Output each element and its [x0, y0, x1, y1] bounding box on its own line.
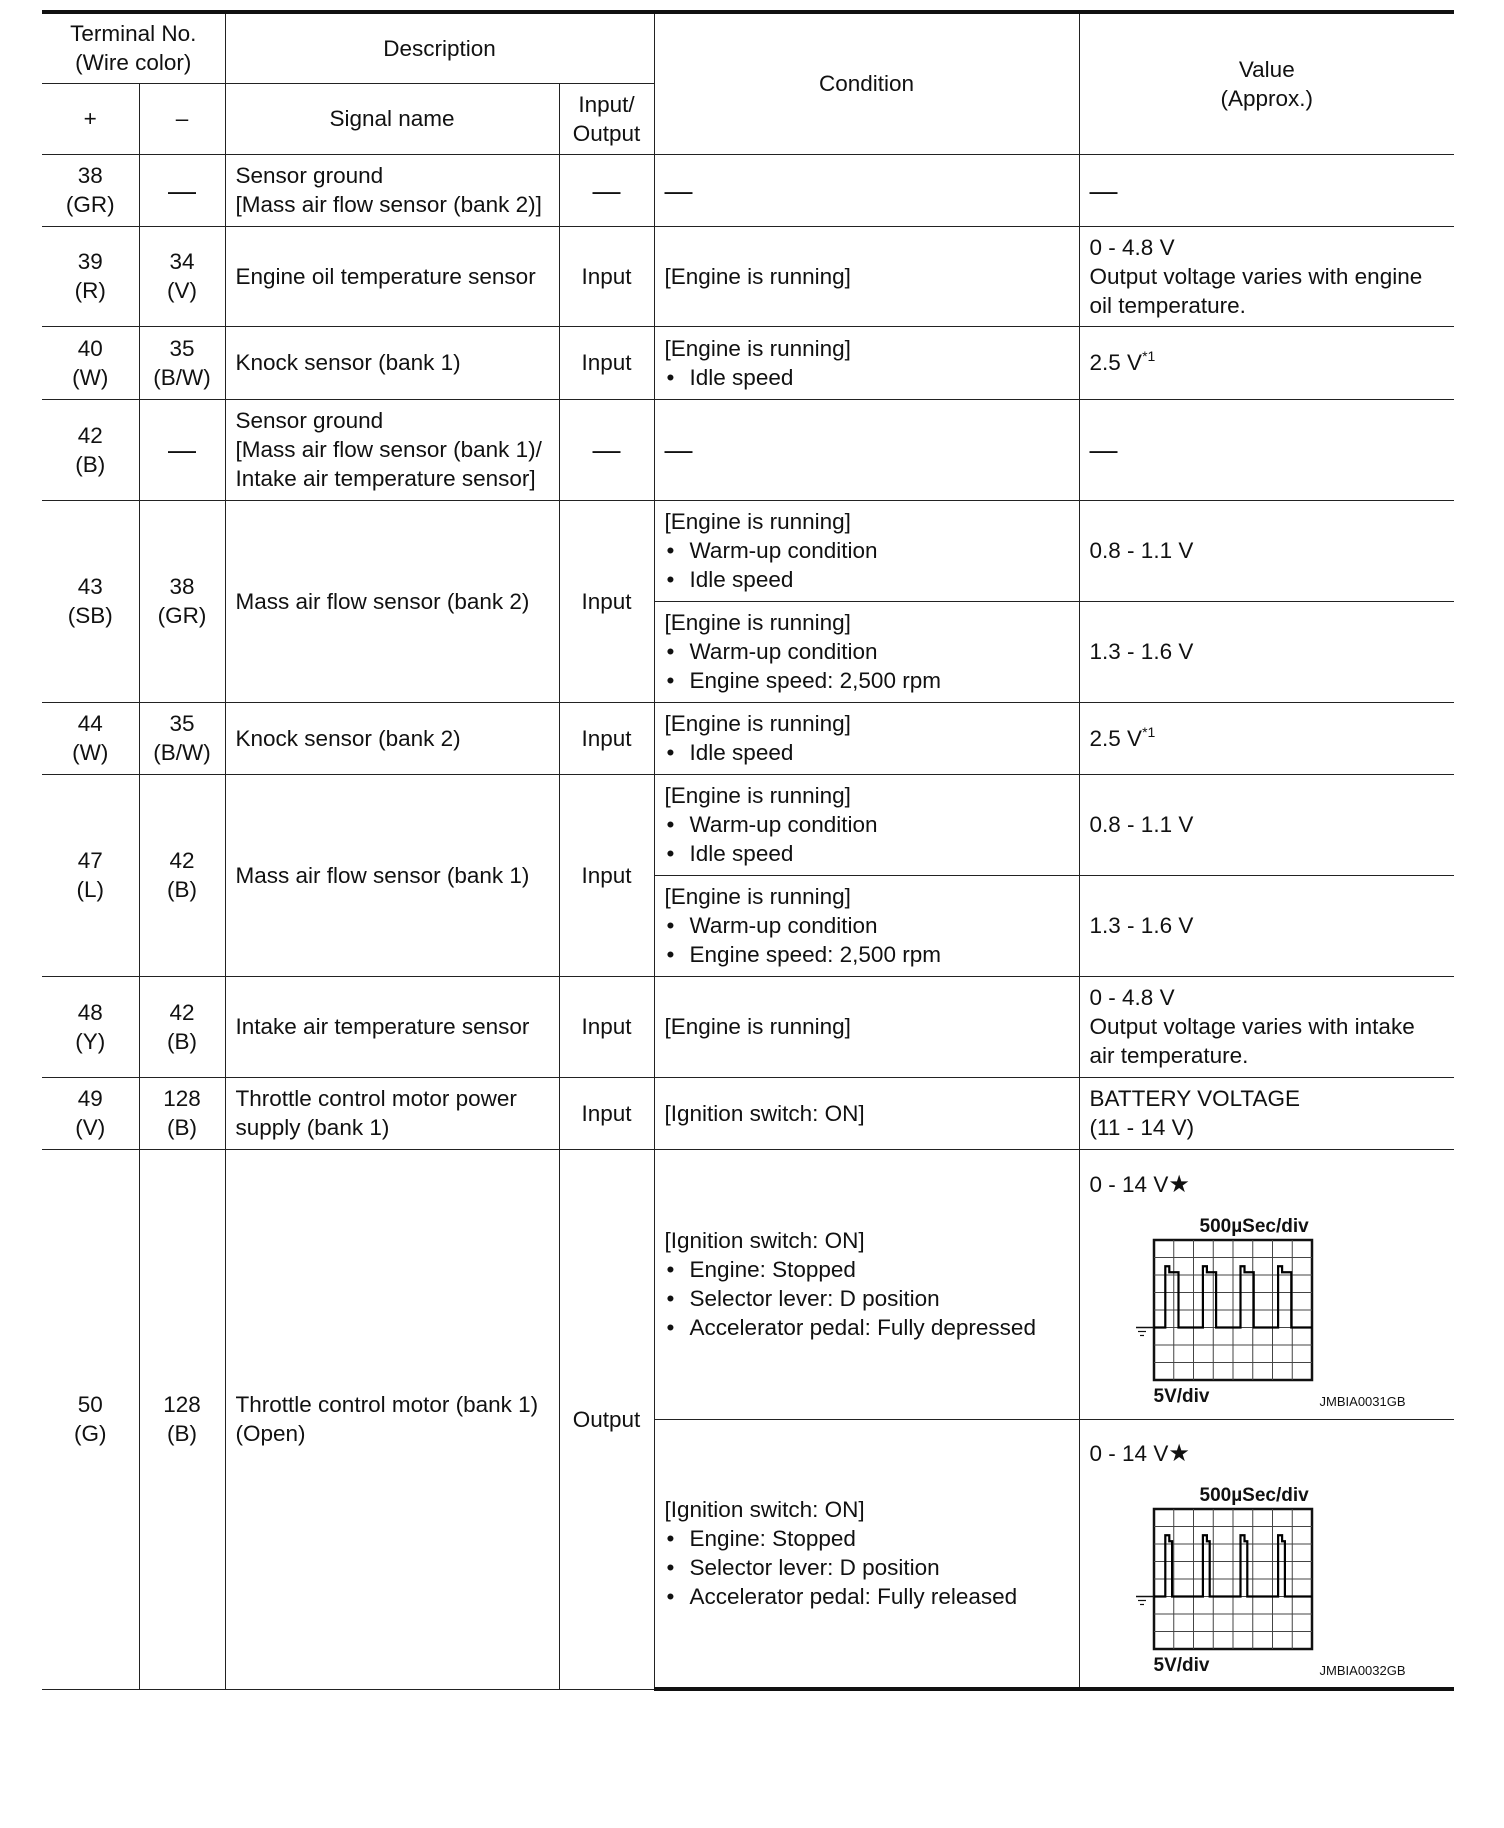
- plus-terminal: 39 (R): [42, 226, 139, 326]
- io-type: Input: [559, 1077, 654, 1149]
- signal-name: Intake air temperature sensor: [225, 976, 559, 1077]
- signal-name: Knock sensor (bank 1): [225, 326, 559, 399]
- plus-terminal: 49 (V): [42, 1077, 139, 1149]
- value: —: [1079, 154, 1454, 226]
- condition: [Engine is running] • Warm-up condition • Idle speed: [654, 774, 1079, 875]
- condition-header: Condition: [654, 12, 1079, 154]
- io-type: Input: [559, 326, 654, 399]
- io-type: Input: [559, 976, 654, 1077]
- table-row: [42, 702, 1454, 774]
- value: 2.5 $V^{*1}$: [1079, 326, 1454, 399]
- value: 1.3 - 1.6 V: [1079, 601, 1454, 702]
- table-row: [42, 154, 1454, 226]
- signal-name: Sensor ground [Mass air flow sensor (bank 1)/ Intake air temperature sensor]: [225, 399, 559, 500]
- minus-header: –: [139, 83, 225, 154]
- minus-terminal: 128 (B): [139, 1077, 225, 1149]
- value: [1079, 1149, 1454, 1419]
- ecm-terminal-table: [42, 10, 1454, 1691]
- waveform-graph: [1134, 1238, 1319, 1383]
- condition: [Engine is running] • Idle speed: [654, 702, 1079, 774]
- signal-name: Mass air flow sensor (bank 2): [225, 500, 559, 702]
- signal-name: Mass air flow sensor (bank 1): [225, 774, 559, 976]
- io-header: Input/ Output: [559, 83, 654, 154]
- condition: —: [654, 399, 1079, 500]
- plus-terminal: 40 (W): [42, 326, 139, 399]
- plus-terminal: 48 (Y): [42, 976, 139, 1077]
- io-type: Input: [559, 702, 654, 774]
- signal-name: Engine oil temperature sensor: [225, 226, 559, 326]
- description-header: Description: [225, 12, 654, 83]
- voltage-range: 0 - 14 V★: [1089, 1171, 1190, 1198]
- oscilloscope-figure: [1089, 1162, 1445, 1409]
- plus-terminal: 47 (L): [42, 774, 139, 976]
- minus-terminal: 42 (B): [139, 976, 225, 1077]
- condition: —: [654, 154, 1079, 226]
- value: 0 - 4.8 V Output voltage varies with intake air temperature.: [1079, 976, 1454, 1077]
- table-row: [42, 226, 1454, 326]
- table-row: [42, 500, 1454, 601]
- table-row: [42, 976, 1454, 1077]
- figure-code: JMBIA0032GB: [1319, 1663, 1406, 1679]
- value: —: [1079, 399, 1454, 500]
- plus-header: +: [42, 83, 139, 154]
- plus-terminal: 38 (GR): [42, 154, 139, 226]
- minus-terminal: —: [139, 154, 225, 226]
- value: BATTERY VOLTAGE (11 - 14 V): [1079, 1077, 1454, 1149]
- condition: [Ignition switch: ON] • Engine: Stopped • Selector lever: D position • Accelerator pedal: Fully depressed: [654, 1149, 1079, 1419]
- signal-name: Throttle control motor power supply (bank 1): [225, 1077, 559, 1149]
- table-row: [42, 1077, 1454, 1149]
- value: [1079, 1419, 1454, 1689]
- value-header: Value (Approx.): [1079, 12, 1454, 154]
- table-row: [42, 774, 1454, 875]
- minus-terminal: 34 (V): [139, 226, 225, 326]
- condition: [Engine is running]: [654, 226, 1079, 326]
- condition: [Engine is running] • Warm-up condition • Engine speed: 2,500 rpm: [654, 875, 1079, 976]
- condition: [Engine is running] • Warm-up condition • Idle speed: [654, 500, 1079, 601]
- condition: [Engine is running] • Idle speed: [654, 326, 1079, 399]
- minus-terminal: —: [139, 399, 225, 500]
- io-type: —: [559, 154, 654, 226]
- signal-name-header: Signal name: [225, 83, 559, 154]
- condition: [Engine is running]: [654, 976, 1079, 1077]
- waveform-graph: [1134, 1507, 1319, 1652]
- value: 0 - 4.8 V Output voltage varies with engine oil temperature.: [1079, 226, 1454, 326]
- value: 0.8 - 1.1 V: [1079, 774, 1454, 875]
- table-row: [42, 326, 1454, 399]
- minus-terminal: 128 (B): [139, 1149, 225, 1689]
- condition: [Ignition switch: ON]: [654, 1077, 1079, 1149]
- voltage-scale: 5V/div: [1153, 1655, 1210, 1677]
- condition: [Engine is running] • Warm-up condition • Engine speed: 2,500 rpm: [654, 601, 1079, 702]
- value: 1.3 - 1.6 V: [1079, 875, 1454, 976]
- oscilloscope-figure: [1089, 1431, 1445, 1679]
- minus-terminal: 42 (B): [139, 774, 225, 976]
- io-type: —: [559, 399, 654, 500]
- plus-terminal: 44 (W): [42, 702, 139, 774]
- plus-terminal: 50 (G): [42, 1149, 139, 1689]
- voltage-range: 0 - 14 V★: [1089, 1440, 1190, 1468]
- io-type: Input: [559, 500, 654, 702]
- header-row-1: [42, 12, 1454, 83]
- voltage-scale: 5V/div: [1153, 1386, 1210, 1407]
- value: 0.8 - 1.1 V: [1079, 500, 1454, 601]
- minus-terminal: 35 (B/W): [139, 326, 225, 399]
- minus-terminal: 38 (GR): [139, 500, 225, 702]
- terminal-header: Terminal No. (Wire color): [42, 12, 225, 83]
- time-scale: 500µSec/div: [1199, 1216, 1309, 1237]
- io-type: Input: [559, 774, 654, 976]
- condition: [Ignition switch: ON] • Engine: Stopped • Selector lever: D position • Accelerator pedal: Fully released: [654, 1419, 1079, 1689]
- signal-name: Throttle control motor (bank 1) (Open): [225, 1149, 559, 1689]
- io-type: Output: [559, 1149, 654, 1689]
- table-row: [42, 1149, 1454, 1419]
- plus-terminal: 43 (SB): [42, 500, 139, 702]
- figure-code: JMBIA0031GB: [1319, 1394, 1406, 1409]
- plus-terminal: 42 (B): [42, 399, 139, 500]
- signal-name: Sensor ground [Mass air flow sensor (bank 2)]: [225, 154, 559, 226]
- value: 2.5 $V^{*1}$: [1079, 702, 1454, 774]
- minus-terminal: 35 (B/W): [139, 702, 225, 774]
- io-type: Input: [559, 226, 654, 326]
- table-row: [42, 399, 1454, 500]
- signal-name: Knock sensor (bank 2): [225, 702, 559, 774]
- time-scale: 500µSec/div: [1199, 1485, 1309, 1507]
